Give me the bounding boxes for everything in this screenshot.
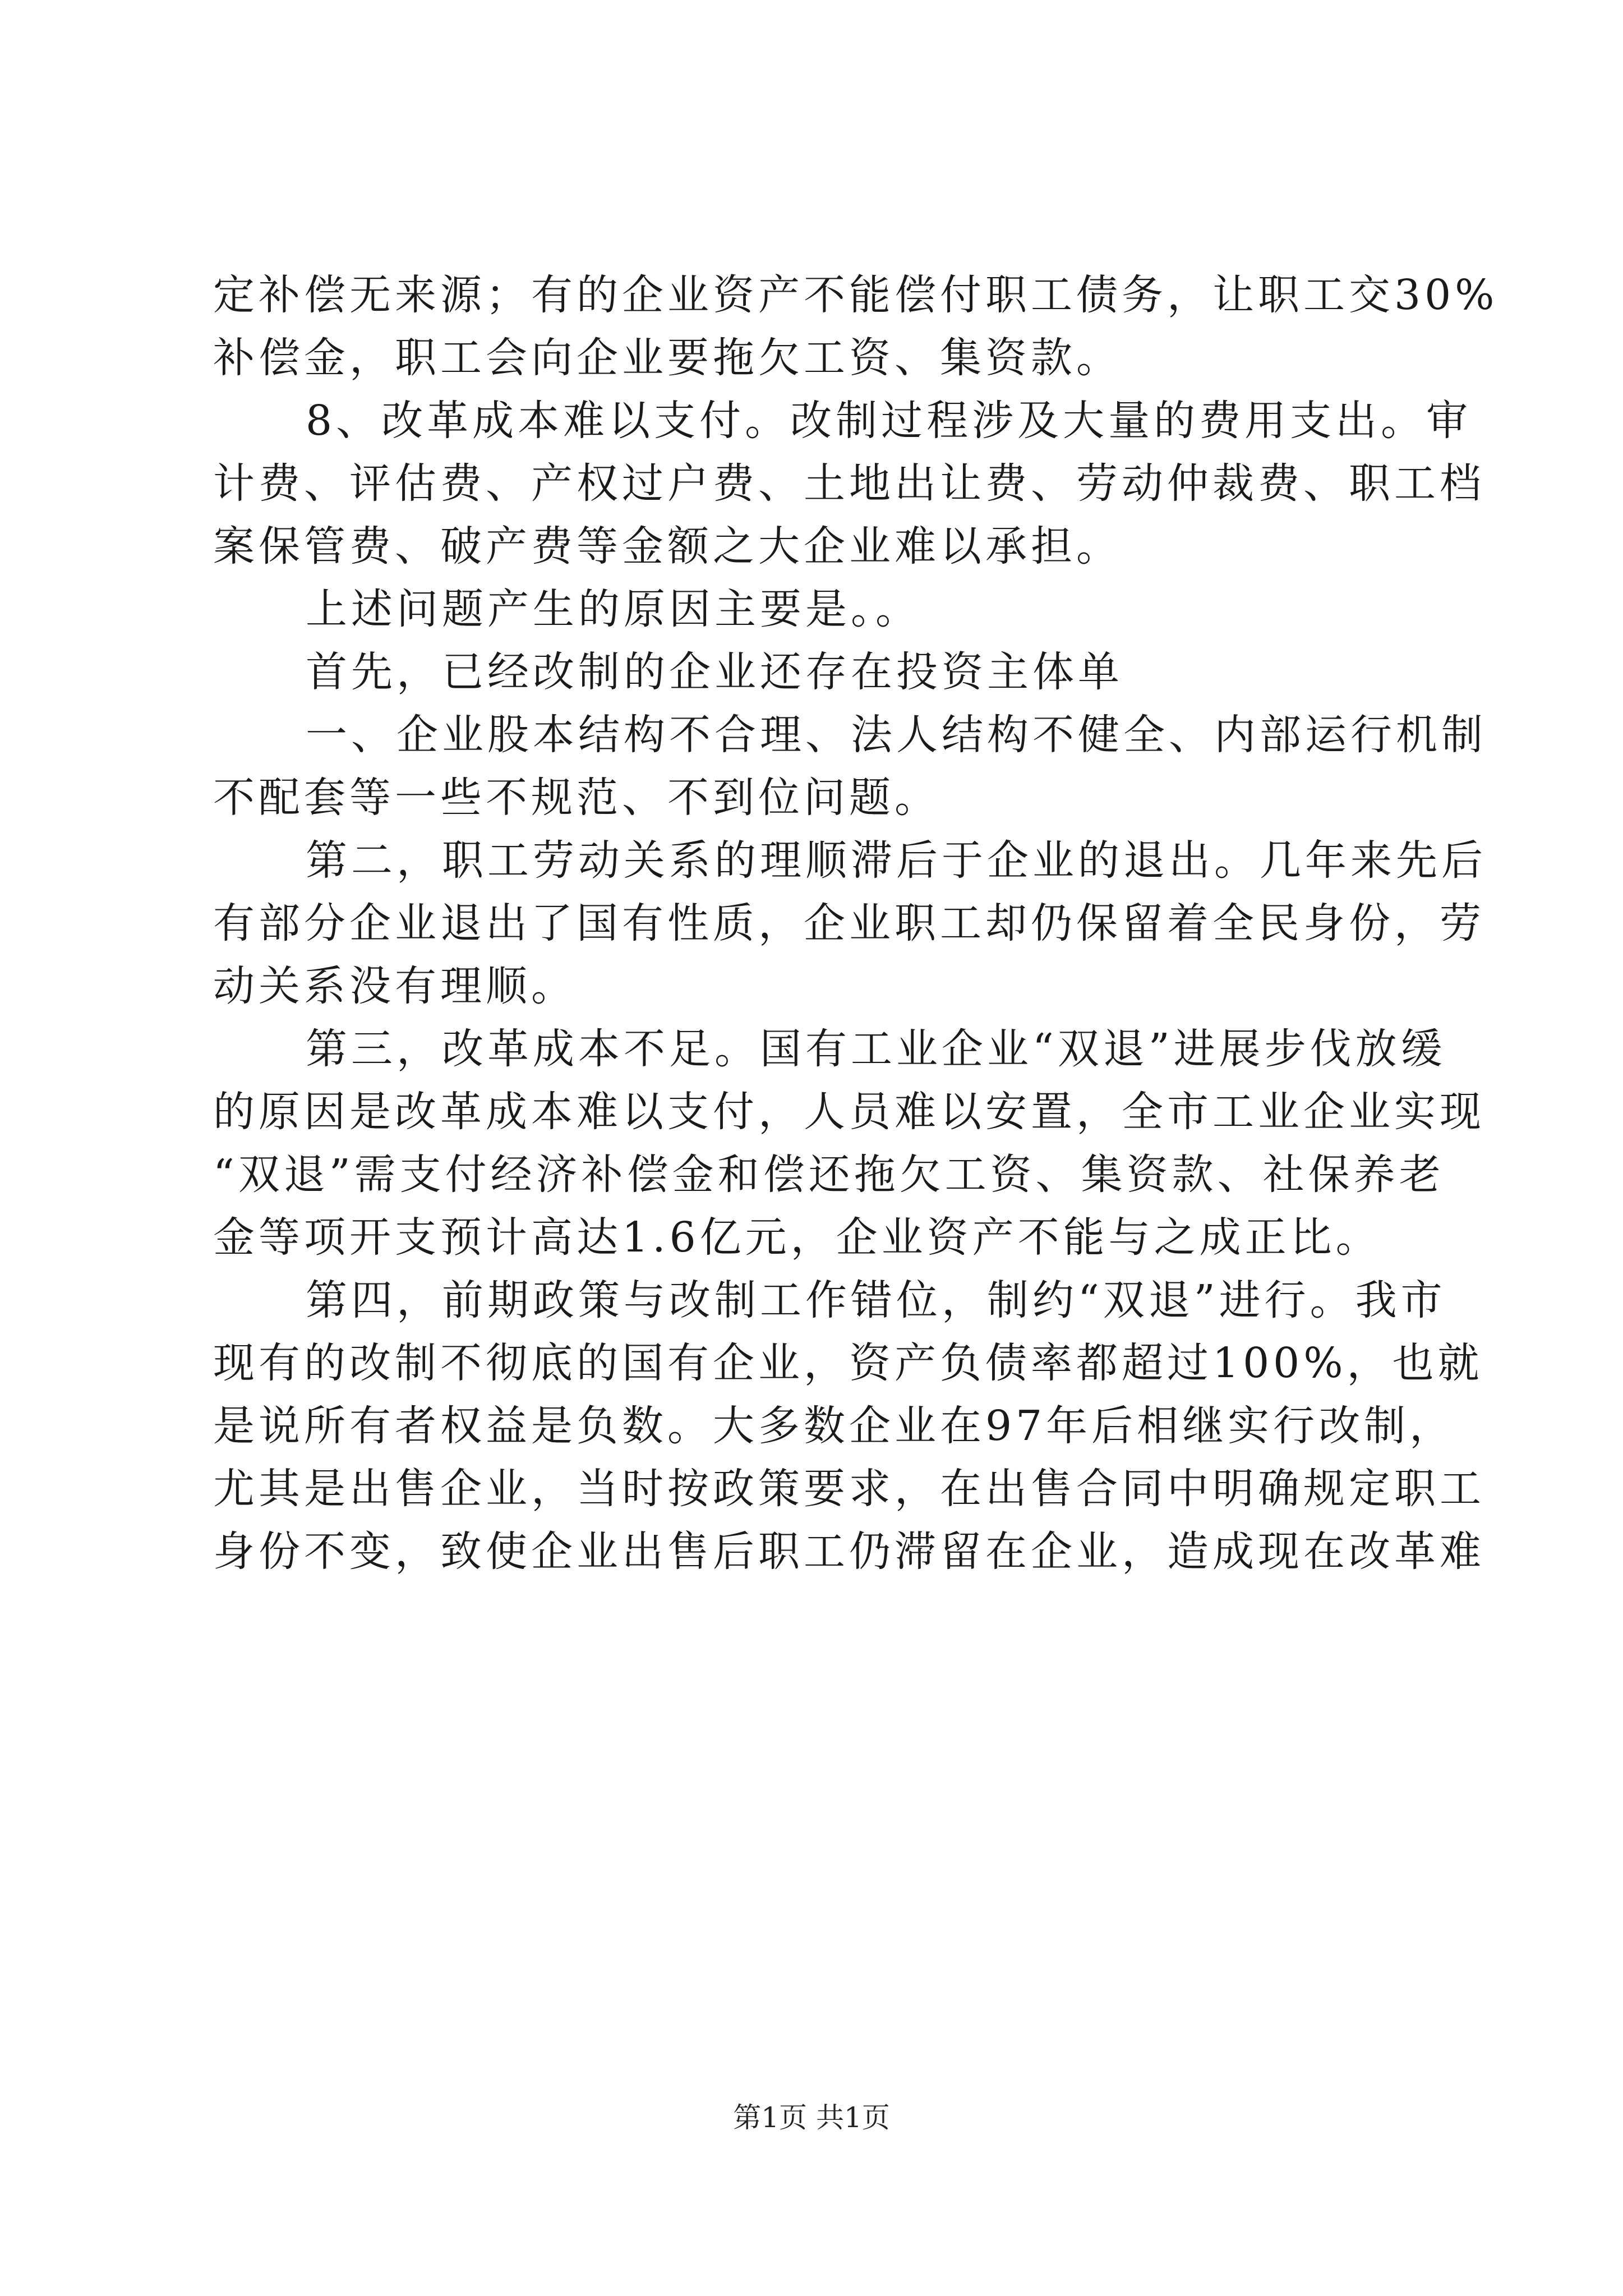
text-line: 一、企业股本结构不合理、法人结构不健全、内部运行机制: [306, 711, 1487, 759]
text-line: 第二，职工劳动关系的理顺滞后于企业的退出。几年来先后: [306, 836, 1487, 885]
text-line: 第四，前期政策与改制工作错位，制约“双退”进行。我市: [306, 1276, 1446, 1324]
text-line: 是说所有者权益是负数。大多数企业在97年后相继实行改制，: [213, 1402, 1455, 1450]
text-line: 不配套等一些不规范、不到位问题。: [213, 774, 940, 822]
text-line: 案保管费、破产费等金额之大企业难以承担。: [213, 522, 1122, 570]
text-line: 8、改革成本难以支付。改制过程涉及大量的费用支出。审: [306, 397, 1472, 445]
text-line: “双退”需支付经济补偿金和偿还拖欠工资、集资款、社保养老: [213, 1151, 1445, 1199]
text-line: 上述问题产生的原因主要是。。: [306, 585, 921, 633]
text-line: 计费、评估费、产权过户费、土地出让费、劳动仲裁费、职工档: [213, 459, 1485, 508]
text-line: 补偿金，职工会向企业要拖欠工资、集资款。: [213, 334, 1122, 382]
text-line: 金等项开支预计高达1.6亿元，企业资产不能与之成正比。: [213, 1213, 1381, 1262]
text-line: 首先，已经改制的企业还存在投资主体单: [306, 648, 1123, 696]
page-footer: 第1页 共1页: [733, 2101, 890, 2134]
text-line: 第三，改革成本不足。国有工业企业“双退”进展步伐放缓: [306, 1025, 1446, 1073]
document-body: [213, 264, 1498, 1583]
text-line: 动关系没有理顺。: [213, 962, 577, 1010]
text-line: 身份不变，致使企业出售后职工仍滞留在企业，造成现在改革难: [213, 1527, 1485, 1576]
text-line: 尤其是出售企业，当时按政策要求，在出售合同中明确规定职工: [213, 1465, 1485, 1513]
text-line: 的原因是改革成本难以支付，人员难以安置，全市工业企业实现: [213, 1088, 1485, 1136]
text-line: 有部分企业退出了国有性质，企业职工却仍保留着全民身份，劳: [213, 899, 1485, 947]
text-line: 现有的改制不彻底的国有企业，资产负债率都超过100%，也就: [213, 1339, 1483, 1387]
text-line: 定补偿无来源；有的企业资产不能偿付职工债务，让职工交30%: [213, 271, 1498, 319]
